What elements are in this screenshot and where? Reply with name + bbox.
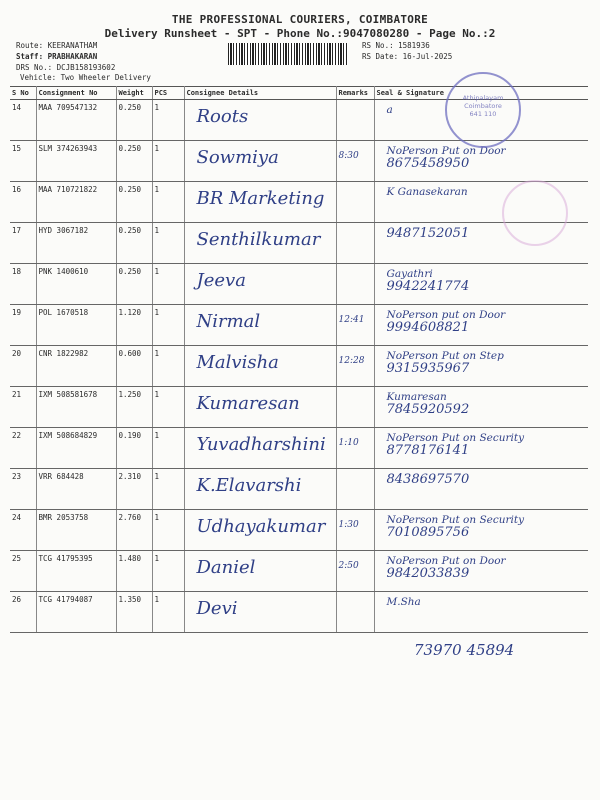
table-row	[10, 141, 588, 182]
row-sno: 25	[10, 551, 36, 592]
row-consignee	[184, 469, 336, 510]
signature-phone: 7845920592	[386, 402, 470, 417]
vehicle: Vehicle: Two Wheeler Delivery	[20, 73, 151, 82]
col-consignee: Consignee Details	[184, 87, 336, 100]
row-signature	[374, 264, 588, 305]
signature-note: NoPerson Put on Door	[386, 145, 506, 157]
signature-phone: 8438697570	[386, 472, 470, 487]
signature-handwriting	[387, 145, 506, 170]
signature-handwriting	[387, 350, 504, 375]
row-weight: 0.250	[116, 100, 152, 141]
consignee-handwriting: Yuvadharshini	[196, 434, 326, 455]
signature-phone: 9994608821	[386, 320, 470, 335]
row-weight: 2.310	[116, 469, 152, 510]
row-weight: 1.350	[116, 592, 152, 633]
row-pcs: 1	[152, 346, 184, 387]
table-row	[10, 551, 588, 592]
row-weight: 2.760	[116, 510, 152, 551]
signature-note: a	[386, 104, 393, 116]
row-consignment-no: IXM 508684829	[36, 428, 116, 469]
row-signature	[374, 387, 588, 428]
signature-note: NoPerson Put on Security	[386, 514, 525, 526]
rs-date: RS Date: 16-Jul-2025	[362, 52, 453, 61]
runsheet-subtitle: Delivery Runsheet - SPT - Phone No.:9047080280 - Page No.:2	[104, 27, 496, 40]
handwritten-note: 73970 45894	[414, 641, 515, 659]
consignee-handwriting: Roots	[196, 106, 249, 127]
row-signature	[374, 510, 588, 551]
table-row	[10, 264, 588, 305]
signature-handwriting	[387, 391, 470, 416]
row-consignee	[184, 551, 336, 592]
row-consignee	[184, 592, 336, 633]
signature-handwriting	[387, 514, 525, 539]
row-sno: 19	[10, 305, 36, 346]
row-sno: 18	[10, 264, 36, 305]
row-signature	[374, 346, 588, 387]
row-consignment-no: MAA 709547132	[36, 100, 116, 141]
consignee-handwriting: Senthilkumar	[196, 229, 321, 250]
consignee-handwriting: K.Elavarshi	[196, 475, 302, 496]
row-weight: 0.600	[116, 346, 152, 387]
signature-handwriting	[387, 555, 506, 580]
row-remarks	[336, 264, 374, 305]
row-remarks	[336, 100, 374, 141]
row-remarks	[336, 592, 374, 633]
row-sno: 15	[10, 141, 36, 182]
row-sno: 22	[10, 428, 36, 469]
row-remarks	[336, 428, 374, 469]
company-title: THE PROFESSIONAL COURIERS, COIMBATORE	[171, 13, 429, 26]
signature-phone: 7010895756	[386, 525, 470, 540]
row-consignment-no: BMR 2053758	[36, 510, 116, 551]
barcode	[228, 43, 348, 65]
row-weight: 0.250	[116, 264, 152, 305]
table-row	[10, 387, 588, 428]
row-remarks	[336, 141, 374, 182]
row-pcs: 1	[152, 223, 184, 264]
row-pcs: 1	[152, 387, 184, 428]
row-consignment-no: TCG 41794087	[36, 592, 116, 633]
row-consignment-no: CNR 1822982	[36, 346, 116, 387]
remark-time: 12:41	[338, 315, 365, 325]
staff: Staff: PRABHAKARAN	[16, 52, 98, 61]
row-weight: 1.120	[116, 305, 152, 346]
row-weight: 0.250	[116, 141, 152, 182]
table-row	[10, 346, 588, 387]
row-sno: 21	[10, 387, 36, 428]
faded-stamp	[502, 180, 568, 246]
row-consignee	[184, 346, 336, 387]
signature-handwriting	[387, 227, 470, 240]
col-remarks: Remarks	[336, 87, 374, 100]
stamp-line-2: Coimbatore	[464, 102, 502, 110]
remark-time: 1:30	[338, 520, 359, 530]
table-row	[10, 305, 588, 346]
table-row	[10, 592, 588, 633]
drs-number: DRS No.: DCJB158193602	[16, 63, 116, 72]
row-signature	[374, 305, 588, 346]
consignee-handwriting: Devi	[196, 598, 238, 619]
row-weight: 0.190	[116, 428, 152, 469]
row-signature	[374, 428, 588, 469]
row-remarks	[336, 469, 374, 510]
row-consignment-no: VRR 684428	[36, 469, 116, 510]
row-weight: 1.480	[116, 551, 152, 592]
signature-note: NoPerson Put on Door	[386, 555, 506, 567]
row-pcs: 1	[152, 305, 184, 346]
consignee-handwriting: Malvisha	[196, 352, 279, 373]
seal-stamp	[445, 72, 521, 148]
col-pcs: PCS	[152, 87, 184, 100]
signature-note: NoPerson put on Door	[386, 309, 506, 321]
row-sno: 17	[10, 223, 36, 264]
row-consignment-no: MAA 710721822	[36, 182, 116, 223]
row-consignee	[184, 305, 336, 346]
col-sno: S No	[10, 87, 36, 100]
remark-time: 8:30	[338, 151, 359, 161]
table-row	[10, 428, 588, 469]
signature-note: Gayathri	[386, 268, 433, 280]
row-pcs: 1	[152, 182, 184, 223]
row-consignment-no: PNK 1400610	[36, 264, 116, 305]
remark-time: 1:10	[338, 438, 359, 448]
row-signature	[374, 592, 588, 633]
row-remarks	[336, 346, 374, 387]
row-consignee	[184, 428, 336, 469]
row-remarks	[336, 223, 374, 264]
rs-number: RS No.: 1581936	[362, 41, 430, 50]
consignee-handwriting: Nirmal	[196, 311, 261, 332]
remark-time: 2:50	[338, 561, 359, 571]
row-remarks	[336, 305, 374, 346]
row-sno: 24	[10, 510, 36, 551]
signature-handwriting	[387, 309, 506, 334]
row-weight: 0.250	[116, 182, 152, 223]
row-sno: 16	[10, 182, 36, 223]
stamp-line-1: Athipalayam	[462, 94, 504, 102]
signature-phone: 8778176141	[386, 443, 470, 458]
row-pcs: 1	[152, 510, 184, 551]
row-sno: 23	[10, 469, 36, 510]
row-weight: 0.250	[116, 223, 152, 264]
row-pcs: 1	[152, 469, 184, 510]
runsheet-table	[10, 86, 588, 633]
consignee-handwriting: Daniel	[196, 557, 256, 578]
signature-phone: 9487152051	[386, 226, 470, 241]
row-consignment-no: HYD 3067182	[36, 223, 116, 264]
remark-time: 12:28	[338, 356, 365, 366]
signature-phone: 9942241774	[386, 279, 470, 294]
signature-handwriting	[387, 186, 468, 199]
row-signature	[374, 551, 588, 592]
row-pcs: 1	[152, 141, 184, 182]
row-consignment-no: TCG 41795395	[36, 551, 116, 592]
table-row	[10, 510, 588, 551]
signature-note: M.Sha	[386, 596, 421, 608]
route: Route: KEERANATHAM	[16, 41, 98, 50]
consignee-handwriting: Jeeva	[196, 270, 246, 291]
signature-note: NoPerson Put on Security	[386, 432, 525, 444]
row-sno: 20	[10, 346, 36, 387]
row-pcs: 1	[152, 592, 184, 633]
consignee-handwriting: Kumaresan	[196, 393, 300, 414]
row-consignment-no: POL 1670518	[36, 305, 116, 346]
row-consignee	[184, 387, 336, 428]
table-row	[10, 469, 588, 510]
signature-handwriting	[387, 473, 470, 486]
signature-handwriting	[387, 104, 393, 117]
row-remarks	[336, 182, 374, 223]
signature-note: K Ganasekaran	[386, 186, 468, 198]
consignee-handwriting: Sowmiya	[196, 147, 279, 168]
row-sno: 26	[10, 592, 36, 633]
signature-phone: 9842033839	[386, 566, 470, 581]
row-remarks	[336, 510, 374, 551]
row-sno: 14	[10, 100, 36, 141]
row-pcs: 1	[152, 100, 184, 141]
row-consignee	[184, 182, 336, 223]
row-consignment-no: SLM 374263943	[36, 141, 116, 182]
row-consignee	[184, 510, 336, 551]
row-weight: 1.250	[116, 387, 152, 428]
signature-note: NoPerson Put on Step	[386, 350, 504, 362]
col-signature: Seal & Signature	[374, 87, 588, 100]
row-consignment-no: IXM 508581678	[36, 387, 116, 428]
signature-handwriting	[387, 596, 421, 609]
row-consignee	[184, 223, 336, 264]
col-consignment: Consignment No	[36, 87, 116, 100]
signature-phone: 8675458950	[386, 156, 470, 171]
signature-phone: 9315935967	[386, 361, 470, 376]
row-remarks	[336, 387, 374, 428]
signature-handwriting	[387, 268, 470, 293]
signature-note: Kumaresan	[386, 391, 447, 403]
row-signature	[374, 469, 588, 510]
row-consignee	[184, 264, 336, 305]
consignee-handwriting: Udhayakumar	[196, 516, 326, 537]
stamp-line-3: 641 110	[469, 110, 497, 118]
row-consignee	[184, 100, 336, 141]
row-pcs: 1	[152, 264, 184, 305]
row-consignee	[184, 141, 336, 182]
table-row	[10, 223, 588, 264]
row-pcs: 1	[152, 428, 184, 469]
row-remarks	[336, 551, 374, 592]
consignee-handwriting: BR Marketing	[196, 188, 325, 209]
col-weight: Weight	[116, 87, 152, 100]
row-pcs: 1	[152, 551, 184, 592]
signature-handwriting	[387, 432, 525, 457]
